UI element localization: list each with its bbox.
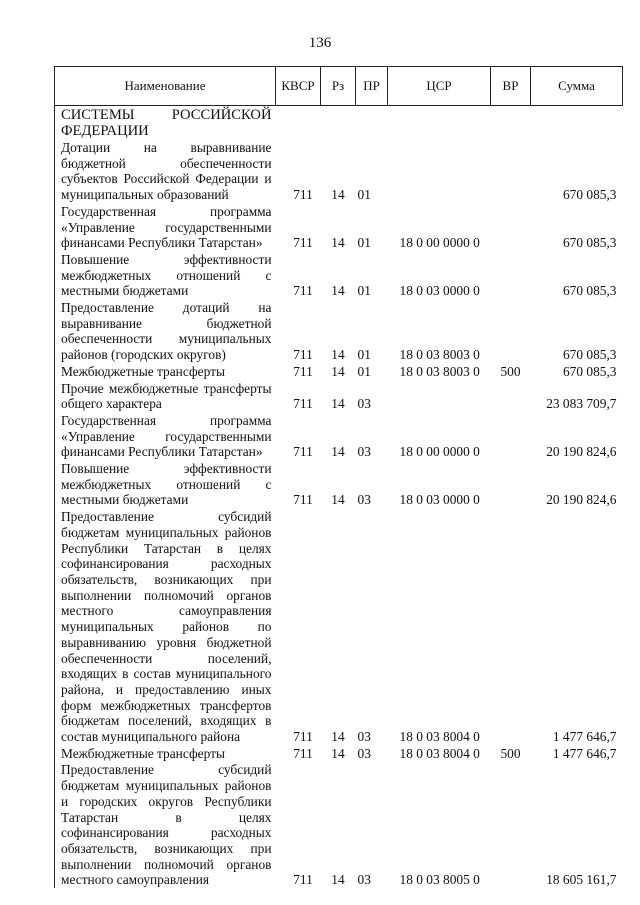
cell-csr: 18 0 00 0000 0 <box>399 444 480 460</box>
cell-vr: 500 <box>500 745 521 761</box>
cell-vr <box>491 106 531 140</box>
cell-sum: 18 605 161,7 <box>546 872 617 888</box>
cell-rz: 14 <box>331 396 345 412</box>
cell-pr: 03 <box>357 745 371 761</box>
cell-name: Предоставление дотаций на выравнивание бюджетной обеспеченности муниципальных районов (городских округов) <box>55 299 276 363</box>
table-row <box>55 299 623 363</box>
cell-name: Межбюджетные трансферты <box>55 363 276 380</box>
cell-pr: 03 <box>357 396 371 412</box>
cell-pr: 03 <box>357 492 371 508</box>
cell-kvsr: 711 <box>293 745 313 761</box>
header-pr: ПР <box>356 67 388 106</box>
cell-vr <box>491 139 531 203</box>
cell-vr <box>491 299 531 363</box>
cell-kvsr: 711 <box>293 492 313 508</box>
budget-table-container <box>54 66 622 888</box>
cell-csr: 18 0 03 8003 0 <box>399 363 480 379</box>
cell-vr <box>491 460 531 508</box>
cell-rz: 14 <box>331 283 345 299</box>
cell-csr <box>388 380 491 412</box>
header-rz: Рз <box>321 67 356 106</box>
cell-name: Предоставление субсидий бюджетам муниципальных районов и городских округов Республики Татарстан в целях софинансирования расходных обязательств, возникающих при выполнении полномочий органов местного самоуправления <box>55 761 276 888</box>
cell-kvsr: 711 <box>293 235 313 251</box>
cell-csr <box>388 106 491 140</box>
table-header <box>55 67 623 106</box>
cell-kvsr: 711 <box>293 729 313 745</box>
cell-pr: 01 <box>357 363 371 379</box>
cell-csr: 18 0 03 8004 0 <box>399 729 480 745</box>
cell-rz: 14 <box>331 347 345 363</box>
cell-csr: 18 0 03 8004 0 <box>399 745 480 761</box>
budget-table <box>54 66 623 888</box>
page-number: 136 <box>308 35 332 51</box>
cell-kvsr: 711 <box>293 872 313 888</box>
cell-csr: 18 0 03 0000 0 <box>399 492 480 508</box>
cell-kvsr: 711 <box>293 363 313 379</box>
cell-pr <box>356 106 388 140</box>
cell-name: СИСТЕМЫ РОССИЙСКОЙ ФЕДЕРАЦИИ <box>55 106 276 140</box>
cell-sum: 1 477 646,7 <box>552 745 617 761</box>
cell-vr <box>491 412 531 460</box>
table-row <box>55 761 623 888</box>
table-row <box>55 380 623 412</box>
cell-name: Прочие межбюджетные трансферты общего характера <box>55 380 276 412</box>
cell-csr: 18 0 00 0000 0 <box>399 235 480 251</box>
cell-pr: 01 <box>357 283 371 299</box>
cell-vr <box>491 251 531 299</box>
cell-rz: 14 <box>331 492 345 508</box>
table-row <box>55 139 623 203</box>
table-row <box>55 412 623 460</box>
cell-csr: 18 0 03 8003 0 <box>399 347 480 363</box>
cell-rz: 14 <box>331 235 345 251</box>
cell-pr: 01 <box>357 235 371 251</box>
cell-vr <box>491 203 531 251</box>
table-row <box>55 745 623 762</box>
cell-kvsr: 711 <box>293 444 313 460</box>
cell-pr: 01 <box>357 347 371 363</box>
cell-rz <box>321 106 356 140</box>
cell-sum: 670 085,3 <box>562 283 617 299</box>
cell-sum: 670 085,3 <box>562 347 617 363</box>
cell-vr <box>491 380 531 412</box>
header-vr: ВР <box>491 67 531 106</box>
cell-kvsr: 711 <box>293 187 313 203</box>
cell-rz: 14 <box>331 872 345 888</box>
cell-kvsr: 711 <box>293 283 313 299</box>
cell-vr <box>491 761 531 888</box>
cell-pr: 01 <box>357 187 371 203</box>
cell-rz: 14 <box>331 187 345 203</box>
cell-pr: 03 <box>357 729 371 745</box>
table-row <box>55 508 623 745</box>
cell-name: Государственная программа «Управление государственными финансами Республики Татарстан» <box>55 203 276 251</box>
header-kvsr: КВСР <box>276 67 321 106</box>
cell-name: Предоставление субсидий бюджетам муниципальных районов Республики Татарстан в целях софинансирования расходных обязательств, возникающих при выполнении полномочий органов местного самоуправления муниципальных районов по выравниванию уровня бюджетной обеспеченности поселений, входящих в состав муниципального района, и предоставлению иных форм межбюджетных трансфертов бюджетам поселений, входящих в состав муниципального района <box>55 508 276 745</box>
cell-sum: 670 085,3 <box>562 363 617 379</box>
cell-rz: 14 <box>331 444 345 460</box>
cell-sum: 670 085,3 <box>562 187 617 203</box>
cell-kvsr <box>276 106 321 140</box>
cell-sum: 20 190 824,6 <box>546 444 617 460</box>
cell-kvsr: 711 <box>293 347 313 363</box>
cell-kvsr: 711 <box>293 396 313 412</box>
table-row <box>55 251 623 299</box>
cell-name: Повышение эффективности межбюджетных отношений с местными бюджетами <box>55 251 276 299</box>
cell-name: Государственная программа «Управление государственными финансами Республики Татарстан» <box>55 412 276 460</box>
cell-name: Повышение эффективности межбюджетных отношений с местными бюджетами <box>55 460 276 508</box>
cell-csr: 18 0 03 8005 0 <box>399 872 480 888</box>
header-name: Наименование <box>55 67 276 106</box>
table-row <box>55 363 623 380</box>
header-csr: ЦСР <box>388 67 491 106</box>
table-row <box>55 460 623 508</box>
cell-sum <box>531 106 623 140</box>
cell-sum: 23 083 709,7 <box>546 396 617 412</box>
table-body <box>55 106 623 889</box>
cell-rz: 14 <box>331 729 345 745</box>
cell-sum: 670 085,3 <box>562 235 617 251</box>
cell-rz: 14 <box>331 363 345 379</box>
cell-csr: 18 0 03 0000 0 <box>399 283 480 299</box>
table-row <box>55 203 623 251</box>
header-sum: Сумма <box>531 67 623 106</box>
cell-vr: 500 <box>500 363 521 379</box>
cell-vr <box>491 508 531 745</box>
cell-csr <box>388 139 491 203</box>
table-row <box>55 106 623 140</box>
cell-rz: 14 <box>331 745 345 761</box>
cell-sum: 20 190 824,6 <box>546 492 617 508</box>
cell-name: Дотации на выравнивание бюджетной обеспеченности субъектов Российской Федерации и муниципальных образований <box>55 139 276 203</box>
cell-pr: 03 <box>357 872 371 888</box>
cell-name: Межбюджетные трансферты <box>55 745 276 762</box>
cell-sum: 1 477 646,7 <box>552 729 617 745</box>
cell-pr: 03 <box>357 444 371 460</box>
